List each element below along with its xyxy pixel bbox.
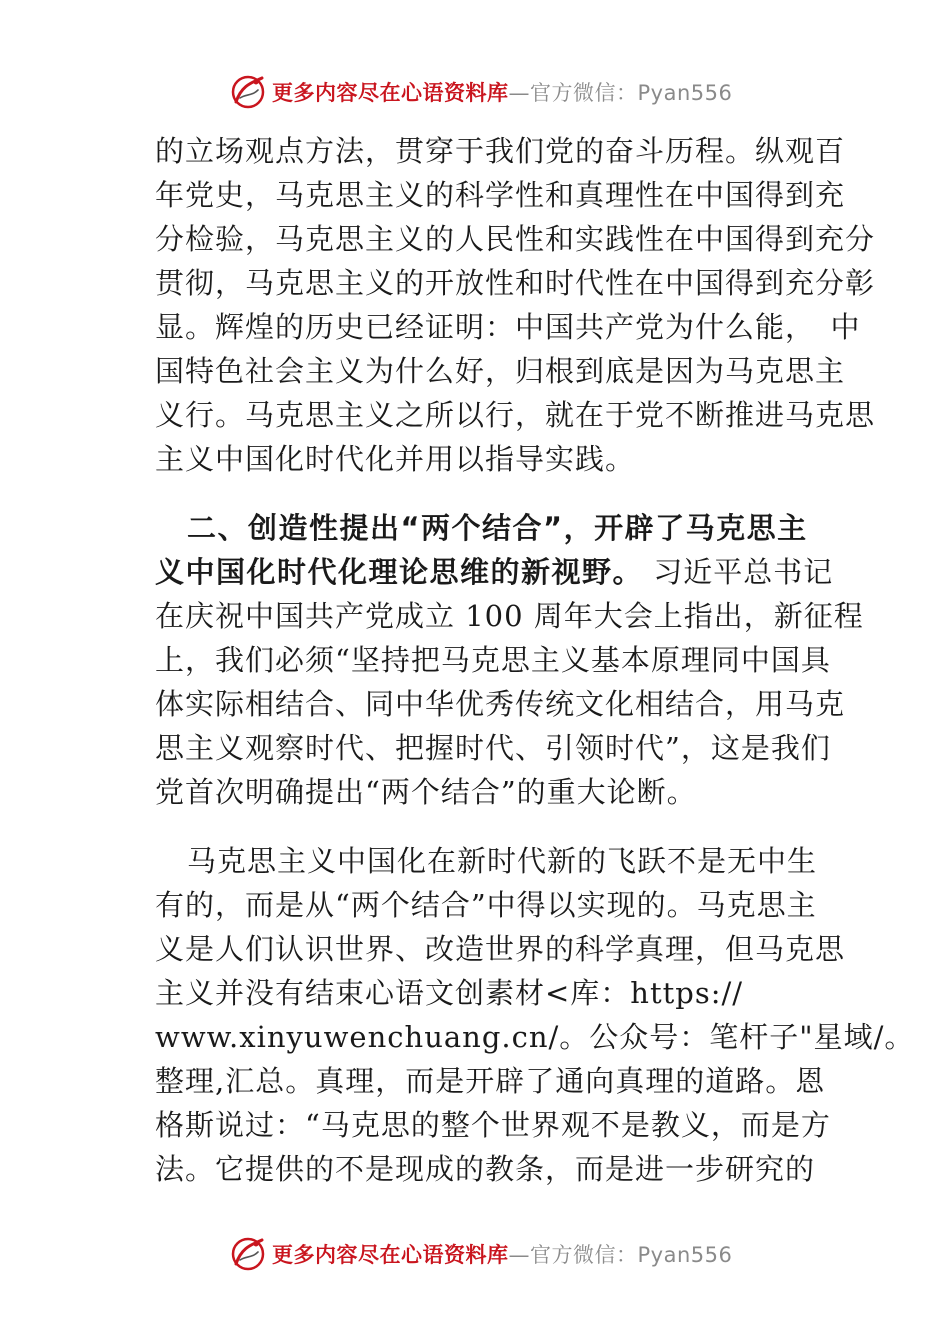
text-line: 党首次明确提出“两个结合”的重大论断。 — [155, 775, 697, 809]
text-line: 马克思主义中国化在新时代新的飞跃不是无中生 — [187, 844, 818, 878]
text-line: 主义并没有结束心语文创素材<库：https:// — [155, 976, 744, 1010]
text-line: 上，我们必须“坚持把马克思主义基本原理同中国具 — [155, 643, 831, 677]
brand-logo-icon — [228, 1234, 268, 1274]
text-line: 整理,汇总。真理，而是开辟了通向真理的道路。恩 — [155, 1064, 826, 1098]
text-line: 贯彻，马克思主义的开放性和时代性在中国得到充分彰 — [155, 266, 876, 300]
text-line: 国特色社会主义为什么好，归根到底是因为马克思主 — [155, 354, 846, 388]
section-heading — [187, 508, 808, 548]
footer-banner — [228, 1232, 732, 1276]
text-line: 体实际相结合、同中华优秀传统文化相结合，用马克 — [155, 687, 846, 721]
text-line: www.xinyuwenchuang.cn/。公众号：笔杆子"星域/。 — [155, 1020, 915, 1054]
section-heading-text: 义中国化时代化理论思维的新视野。 — [155, 555, 644, 589]
text-line: 主义中国化时代化并用以指导实践。 — [155, 442, 636, 476]
banner-brand-text: 更多内容尽在心语资料库 — [272, 1243, 509, 1267]
text-line — [155, 552, 833, 592]
text-line: 有的，而是从“两个结合”中得以实现的。马克思主 — [155, 888, 817, 922]
text-line: 格斯说过：“马克思的整个世界观不是教义，而是方 — [155, 1108, 831, 1142]
banner-wechat-text: —官方微信：Pyan556 — [508, 1243, 733, 1267]
text-line: 义行。马克思主义之所以行，就在于党不断推进马克思 — [155, 398, 876, 432]
text-line: 的立场观点方法，贯穿于我们党的奋斗历程。纵观百 — [155, 134, 846, 168]
text-line: 法。它提供的不是现成的教条，而是进一步研究的 — [155, 1152, 816, 1186]
banner-brand-text: 更多内容尽在心语资料库 — [272, 81, 509, 105]
text-line: 显。辉煌的历史已经证明：中国共产党为什么能， 中 — [155, 310, 861, 344]
text-line: 在庆祝中国共产党成立 100 周年大会上指出，新征程 — [155, 599, 864, 633]
text-line: 思主义观察时代、把握时代、引领时代”，这是我们 — [155, 731, 831, 765]
text-run: 习近平总书记 — [643, 555, 834, 589]
text-line: 分检验，马克思主义的人民性和实践性在中国得到充分 — [155, 222, 876, 256]
section-heading-text: 二、创造性提出“两个结合”，开辟了马克思主 — [187, 511, 808, 545]
banner-wechat-text: —官方微信：Pyan556 — [508, 81, 733, 105]
text-line: 义是人们认识世界、改造世界的科学真理，但马克思 — [155, 932, 846, 966]
text-line: 年党史，马克思主义的科学性和真理性在中国得到充 — [155, 178, 846, 212]
